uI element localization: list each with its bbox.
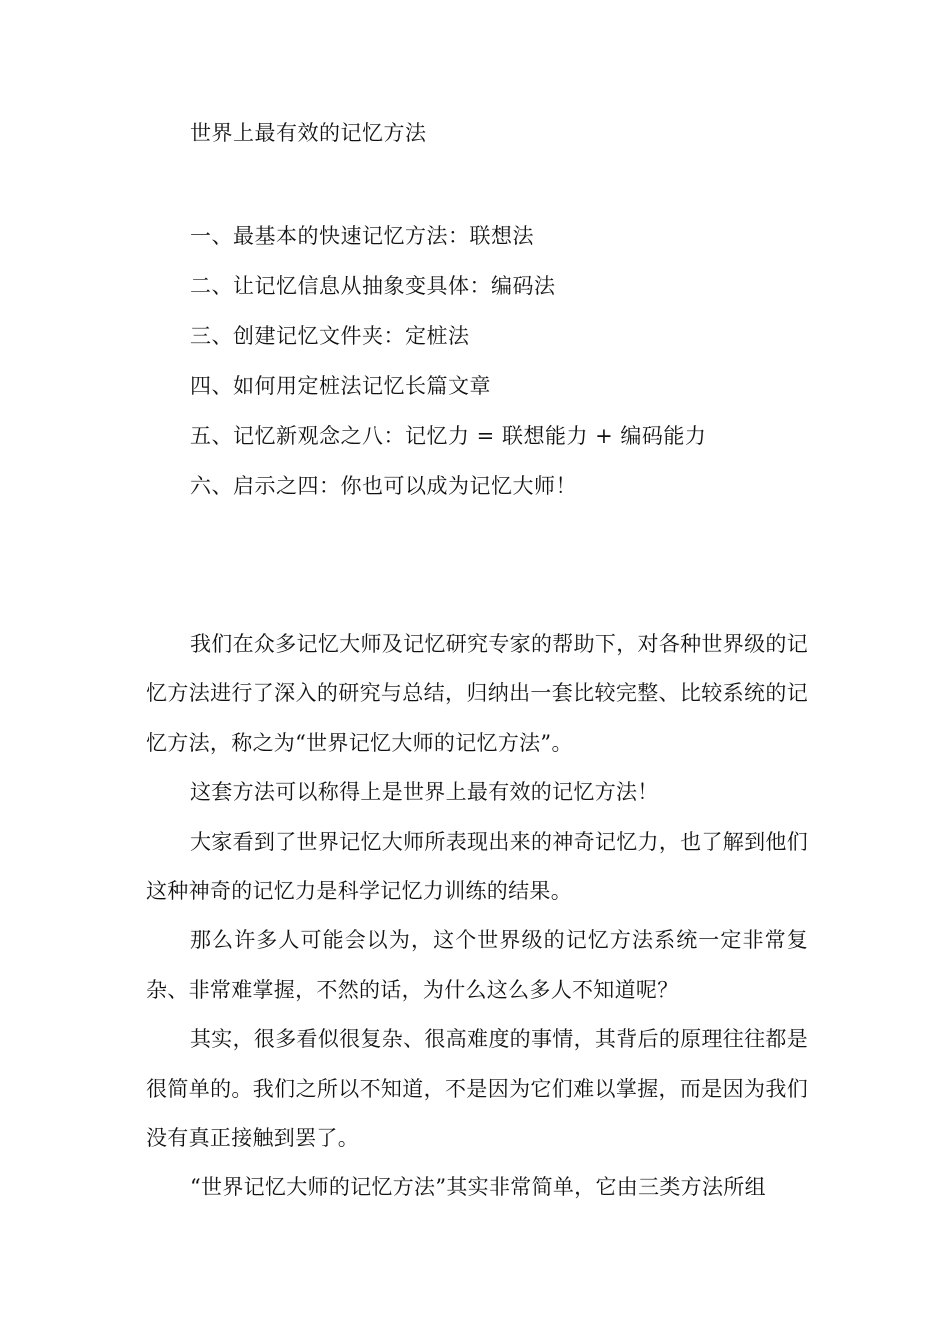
table-of-contents bbox=[190, 221, 706, 521]
toc-item: 三、创建记忆文件夹：定桩法 bbox=[190, 324, 470, 348]
document-body bbox=[146, 620, 808, 1213]
body-paragraph: 我们在众多记忆大师及记忆研究专家的帮助下，对各种世界级的记忆方法进行了深入的研究与总结，归纳出一套比较完整、比较系统的记忆方法，称之为“世界记忆大师的记忆方法”。 bbox=[146, 632, 808, 755]
body-paragraph: “世界记忆大师的记忆方法”其实非常简单，它由三类方法所组 bbox=[190, 1175, 766, 1200]
toc-item: 一、最基本的快速记忆方法：联想法 bbox=[190, 224, 534, 248]
toc-item: 四、如何用定桩法记忆长篇文章 bbox=[190, 374, 491, 398]
toc-item: 六、启示之四：你也可以成为记忆大师！ bbox=[190, 474, 577, 498]
toc-item: 二、让记忆信息从抽象变具体：编码法 bbox=[190, 274, 556, 298]
document-title: 世界上最有效的记忆方法 bbox=[190, 121, 427, 145]
body-paragraph: 那么许多人可能会以为，这个世界级的记忆方法系统一定非常复杂、非常难掌握，不然的话，为什么这么多人不知道呢？ bbox=[146, 928, 808, 1002]
toc-item: 五、记忆新观念之八：记忆力 = 联想能力 + 编码能力 bbox=[190, 424, 707, 448]
body-paragraph: 这套方法可以称得上是世界上最有效的记忆方法！ bbox=[190, 780, 659, 805]
body-paragraph: 其实，很多看似很复杂、很高难度的事情，其背后的原理往往都是很简单的。我们之所以不知道，不是因为它们难以掌握，而是因为我们没有真正接触到罢了。 bbox=[146, 1027, 808, 1151]
body-paragraph: 大家看到了世界记忆大师所表现出来的神奇记忆力，也了解到他们这种神奇的记忆力是科学记忆力训练的结果。 bbox=[146, 829, 808, 904]
